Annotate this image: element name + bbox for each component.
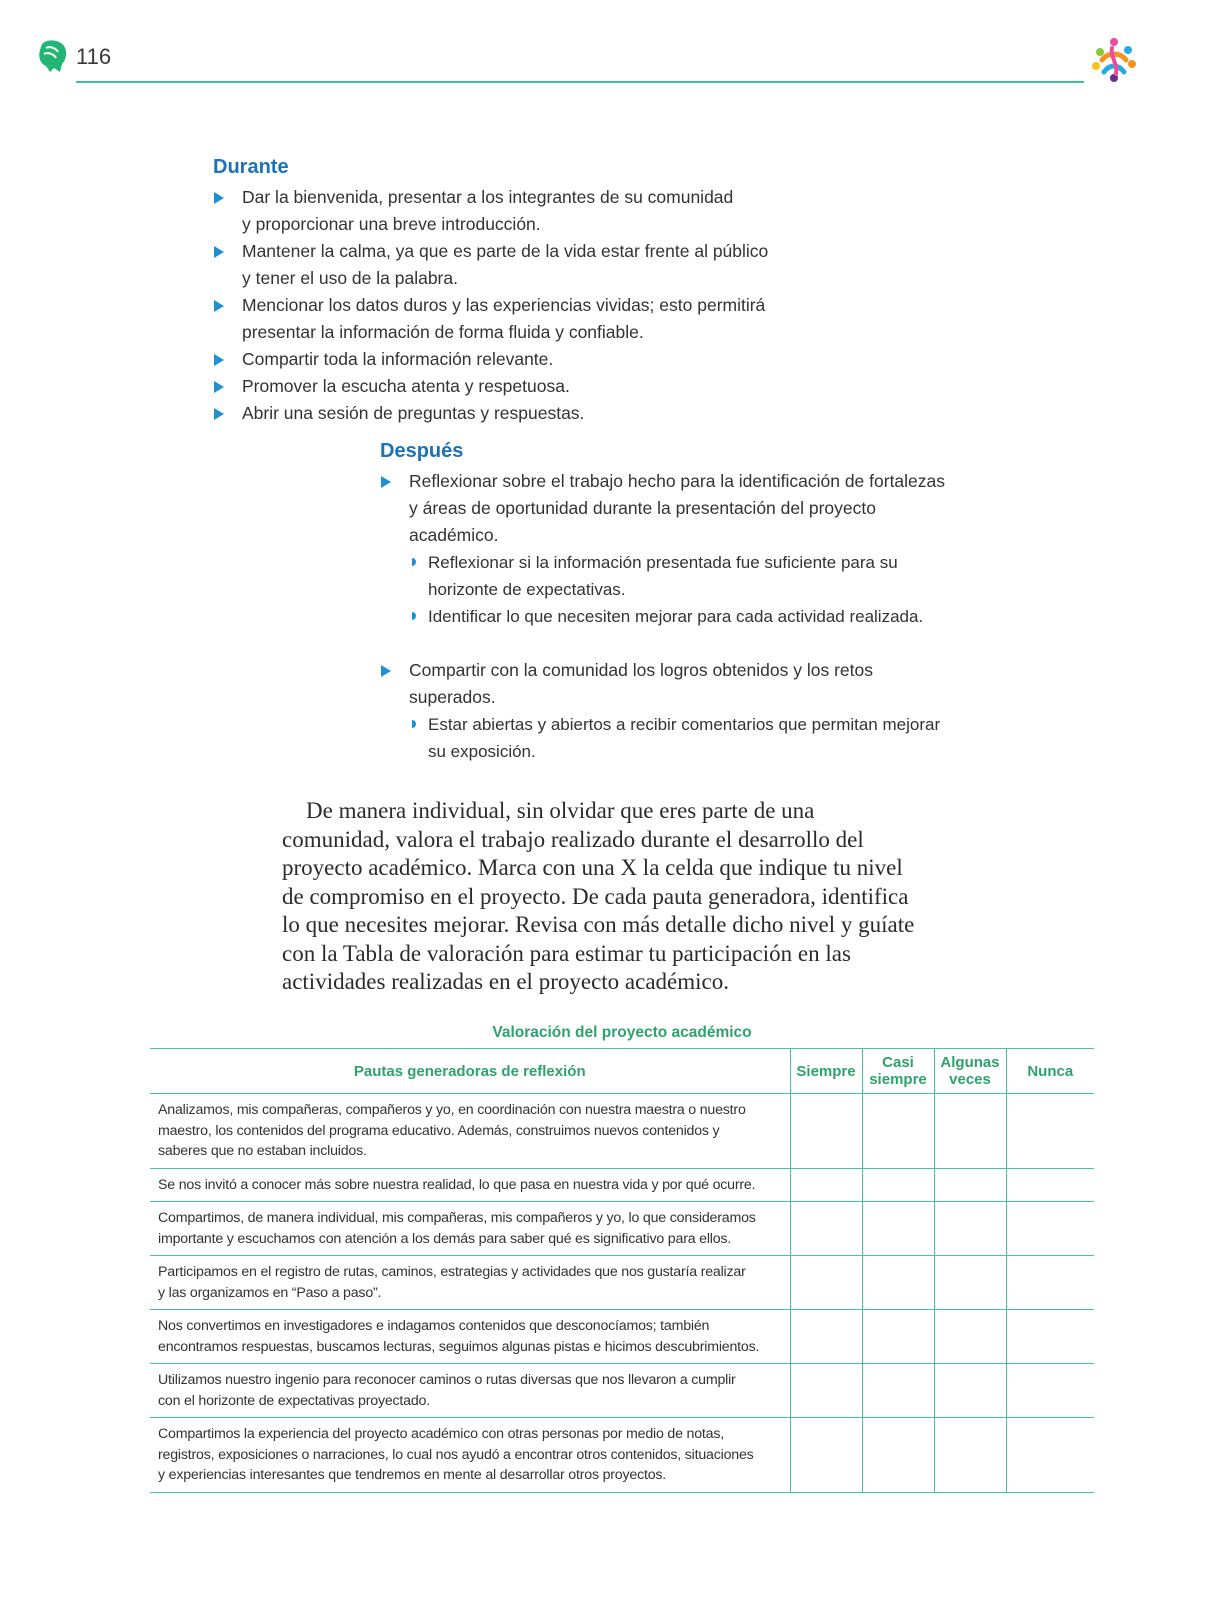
text-line: Identificar lo que necesiten mejorar para cada actividad realizada.: [428, 607, 924, 626]
text-line: De manera individual, sin olvidar que eres parte de una: [306, 798, 815, 823]
table-row: [150, 1094, 1094, 1169]
header-algunas-veces: [934, 1049, 1006, 1094]
text-line: y las organizamos en “Paso a paso”.: [158, 1284, 382, 1301]
pauta-text: [150, 1310, 790, 1364]
rating-cell-siempre[interactable]: [790, 1202, 862, 1256]
page-number: 116: [76, 44, 112, 69]
rating-cell-algunas-veces[interactable]: [934, 1310, 1006, 1364]
rating-cell-siempre[interactable]: [790, 1256, 862, 1310]
sub-list: [409, 711, 1009, 765]
green-leaf-logo-icon: [36, 38, 68, 74]
rating-cell-siempre[interactable]: [790, 1094, 862, 1169]
text-line: Estar abiertas y abiertos a recibir comentarios que permitan mejorar: [428, 715, 941, 734]
pauta-text: [150, 1202, 790, 1256]
list-item: [242, 292, 862, 346]
instructions-paragraph: [282, 797, 922, 997]
list-item: [242, 373, 862, 400]
list-item: [409, 657, 1009, 765]
text-line: académico.: [409, 525, 499, 545]
rating-cell-nunca[interactable]: [1006, 1094, 1094, 1169]
text-line: Promover la escucha atenta y respetuosa.: [242, 376, 570, 396]
text-line: Compartimos, de manera individual, mis compañeras, mis compañeros y yo, lo que consideramos: [158, 1210, 756, 1226]
text-line: Compartir con la comunidad los logros obtenidos y los retos: [409, 660, 873, 680]
sub-list: [409, 549, 1009, 630]
text-line: Casi: [882, 1054, 914, 1071]
list-item: [242, 346, 862, 373]
list-item: [409, 468, 1009, 630]
text-line: Abrir una sesión de preguntas y respuestas.: [242, 403, 585, 423]
triangle-bullet-icon: [214, 354, 224, 366]
rating-cell-nunca[interactable]: [1006, 1310, 1094, 1364]
small-bullet-icon: [412, 612, 416, 620]
header-pautas: Pautas generadoras de reflexión: [150, 1049, 790, 1094]
table-caption: Valoración del proyecto académico: [492, 1024, 752, 1041]
table-row: [150, 1418, 1094, 1493]
small-bullet-icon: [412, 558, 416, 566]
text-line: importante y escuchamos con atención a los demás para saber qué es significativo para ellos.: [158, 1230, 732, 1247]
text-line: Compartir toda la información relevante.: [242, 349, 554, 369]
text-line: Algunas: [940, 1054, 1000, 1071]
list-item: [242, 400, 862, 427]
pauta-text: [150, 1364, 790, 1418]
text-line: Reflexionar sobre el trabajo hecho para la identificación de fortalezas: [409, 471, 946, 491]
rating-cell-nunca[interactable]: [1006, 1168, 1094, 1202]
text-line: Utilizamos nuestro ingenio para reconocer caminos o rutas diversas que nos llevaron a cumplir: [158, 1372, 736, 1388]
text-line: Mantener la calma, ya que es parte de la vida estar frente al público: [242, 241, 769, 261]
rating-table: [150, 1048, 1094, 1493]
rating-cell-siempre[interactable]: [790, 1418, 862, 1493]
rating-cell-siempre[interactable]: [790, 1364, 862, 1418]
despues-list: [409, 468, 1009, 765]
text-line: Se nos invitó a conocer más sobre nuestra realidad, lo que pasa en nuestra vida y por qué ocurre.: [158, 1176, 756, 1193]
text-line: Mencionar los datos duros y las experiencias vividas; esto permitirá: [242, 295, 766, 315]
text-line: Nunca: [1027, 1062, 1074, 1080]
rating-cell-siempre[interactable]: [790, 1310, 862, 1364]
rating-cell-nunca[interactable]: [1006, 1364, 1094, 1418]
rating-cell-casi-siempre[interactable]: [862, 1168, 934, 1202]
text-line: horizonte de expectativas.: [428, 580, 626, 599]
text-line: encontramos respuestas, buscamos lecturas, seguimos algunas pistas e hicimos descubrimientos.: [158, 1338, 760, 1355]
sub-list-item: [428, 711, 1009, 765]
rating-cell-algunas-veces[interactable]: [934, 1168, 1006, 1202]
text-line: actividades realizadas en el proyecto académico.: [282, 969, 729, 994]
durante-list: [242, 184, 862, 427]
pauta-text: [150, 1094, 790, 1169]
table-row: [150, 1168, 1094, 1202]
triangle-bullet-icon: [214, 246, 224, 258]
rating-cell-nunca[interactable]: [1006, 1418, 1094, 1493]
small-bullet-icon: [412, 720, 416, 728]
triangle-bullet-icon: [381, 665, 391, 677]
instructions-text: [282, 797, 922, 997]
text-line: Participamos en el registro de rutas, caminos, estrategias y actividades que nos gustaría realizar: [158, 1264, 746, 1280]
pauta-text: [150, 1256, 790, 1310]
durante-heading: Durante: [213, 156, 289, 178]
rating-cell-nunca[interactable]: [1006, 1256, 1094, 1310]
triangle-bullet-icon: [381, 476, 391, 488]
text-line: proyecto académico. Marca con una X la celda que indique tu nivel: [282, 855, 903, 880]
text-line: veces: [949, 1071, 991, 1088]
table-row: [150, 1202, 1094, 1256]
text-line: registros, exposiciones o narraciones, lo cual nos ayudó a encontrar otros contenidos, situaciones: [158, 1446, 754, 1463]
rating-cell-casi-siempre[interactable]: [862, 1256, 934, 1310]
text-line: y experiencias interesantes que tendremos en mente al desarrollar otros proyectos.: [158, 1467, 667, 1483]
text-line: superados.: [409, 687, 496, 707]
rating-cell-nunca[interactable]: [1006, 1202, 1094, 1256]
text-line: Reflexionar si la información presentada fue suficiente para su: [428, 553, 898, 572]
rating-cell-algunas-veces[interactable]: [934, 1364, 1006, 1418]
list-item: [242, 184, 862, 238]
rating-cell-casi-siempre[interactable]: [862, 1418, 934, 1493]
text-line: siempre: [869, 1071, 927, 1088]
text-line: su exposición.: [428, 742, 536, 761]
rating-cell-algunas-veces[interactable]: [934, 1202, 1006, 1256]
rating-cell-casi-siempre[interactable]: [862, 1202, 934, 1256]
triangle-bullet-icon: [214, 192, 224, 204]
text-line: y tener el uso de la palabra.: [242, 268, 458, 288]
text-line: Compartimos la experiencia del proyecto académico con otras personas por medio de notas,: [158, 1426, 724, 1442]
list-item: [242, 238, 862, 292]
header-divider: [76, 81, 1084, 83]
page-header: [0, 0, 1214, 90]
triangle-bullet-icon: [214, 408, 224, 420]
triangle-bullet-icon: [214, 300, 224, 312]
text-line: maestro, los contenidos del programa educativo. Además, construimos nuevos contenidos y: [158, 1122, 720, 1139]
pauta-text: [150, 1168, 790, 1202]
table-row: [150, 1256, 1094, 1310]
header-casi-siempre: [862, 1049, 934, 1094]
text-line: Siempre: [796, 1062, 856, 1080]
table-row: [150, 1364, 1094, 1418]
triangle-bullet-icon: [214, 381, 224, 393]
text-line: lo que necesites mejorar. Revisa con más detalle dicho nivel y guíate: [282, 912, 915, 937]
rating-cell-algunas-veces[interactable]: [934, 1256, 1006, 1310]
text-line: con la Tabla de valoración para estimar tu participación en las: [282, 940, 851, 966]
text-line: Nos convertimos en investigadores e indagamos contenidos que desconocíamos; también: [158, 1318, 710, 1334]
despues-heading: Después: [380, 440, 464, 462]
pauta-text: [150, 1418, 790, 1493]
text-line: y proporcionar una breve introducción.: [242, 214, 541, 234]
sub-list-item: [428, 549, 1009, 603]
rating-cell-algunas-veces[interactable]: [934, 1418, 1006, 1493]
colorful-community-logo-icon: [1088, 34, 1140, 86]
header-nunca: [1006, 1049, 1094, 1094]
text-line: comunidad, valora el trabajo realizado durante el desarrollo del: [282, 826, 864, 852]
text-line: Analizamos, mis compañeras, compañeros y yo, en coordinación con nuestra maestra o nuestro: [158, 1102, 746, 1118]
text-line: Dar la bienvenida, presentar a los integrantes de su comunidad: [242, 187, 734, 207]
text-line: saberes que no estaban incluidos.: [158, 1143, 367, 1159]
table-header-row: [150, 1049, 1094, 1094]
table-row: [150, 1310, 1094, 1364]
text-line: y áreas de oportunidad durante la presentación del proyecto: [409, 498, 876, 518]
rating-cell-casi-siempre[interactable]: [862, 1364, 934, 1418]
text-line: presentar la información de forma fluida y confiable.: [242, 322, 644, 342]
header-siempre: [790, 1049, 862, 1094]
rating-cell-siempre[interactable]: [790, 1168, 862, 1202]
rating-cell-casi-siempre[interactable]: [862, 1094, 934, 1169]
text-line: con el horizonte de expectativas proyectado.: [158, 1392, 430, 1409]
rating-cell-algunas-veces[interactable]: [934, 1094, 1006, 1169]
text-line: de compromiso en el proyecto. De cada pauta generadora, identifica: [282, 883, 909, 909]
rating-cell-casi-siempre[interactable]: [862, 1310, 934, 1364]
sub-list-item: [428, 603, 1009, 630]
